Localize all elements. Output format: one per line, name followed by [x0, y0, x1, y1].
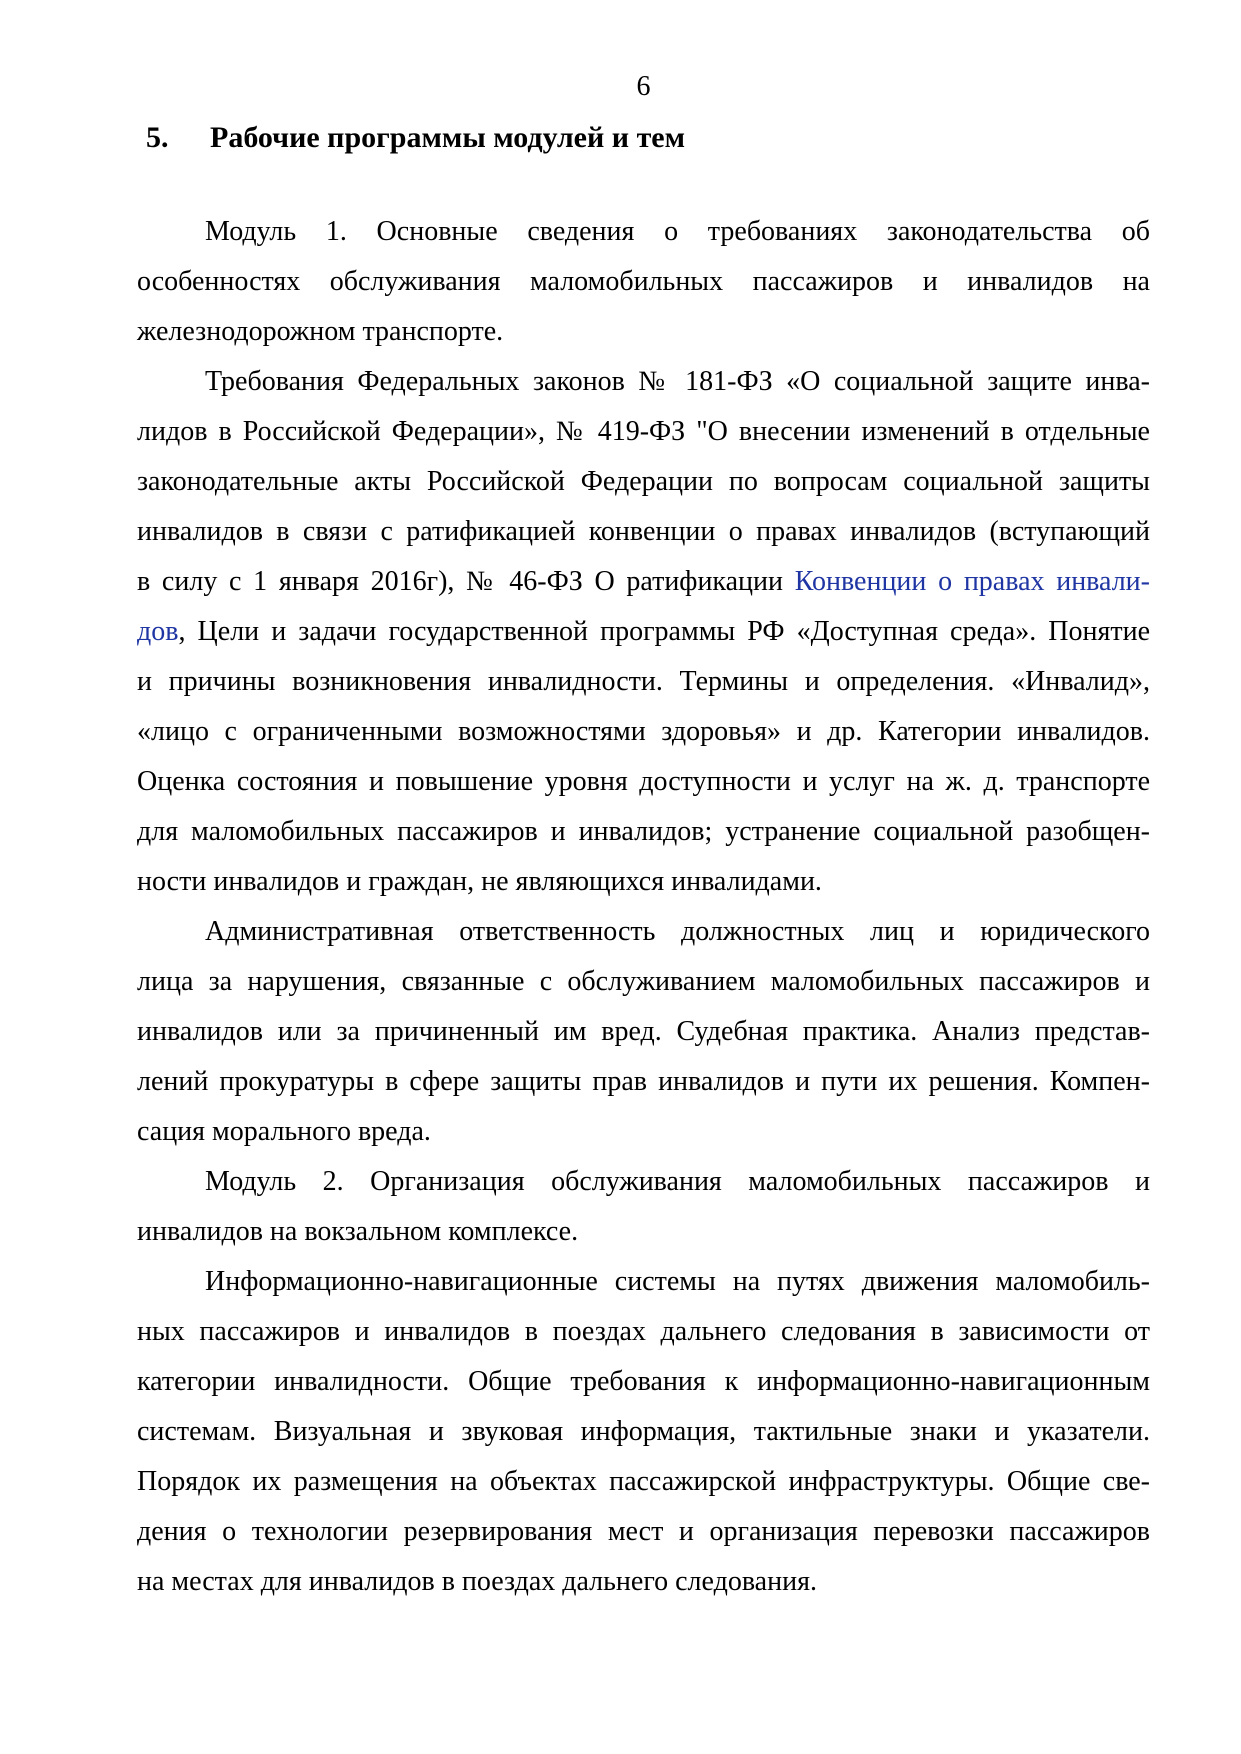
text-line: Информационно-навигационные системы на путях движения маломобиль- [205, 1266, 1150, 1297]
heading-number: 5. [146, 121, 169, 154]
text-line: инвалидов в связи с ратификацией конвенции о правах инвалидов (вступающий [137, 516, 1150, 547]
text-segment: , Цели и задачи государственной программы РФ «Доступная среда». Понятие [178, 616, 1150, 647]
text-line: Модуль 2. Организация обслуживания маломобильных пассажиров и [205, 1166, 1150, 1197]
text-line: Административная ответственность должностных лиц и юридического [205, 916, 1150, 947]
text-line: инвалидов или за причиненный им вред. Судебная практика. Анализ представ- [137, 1016, 1150, 1047]
paragraph-module-2 [137, 1157, 1150, 1257]
text-line: категории инвалидности. Общие требования к информационно-навигационным [137, 1366, 1150, 1397]
text-line [137, 607, 1150, 657]
text-line: лидов в Российской Федерации», № 419-ФЗ "О внесении изменений в отдельные [137, 416, 1150, 447]
text-line: законодательные акты Российской Федерации по вопросам социальной защиты [137, 466, 1150, 497]
text-line: инвалидов на вокзальном комплексе. [137, 1216, 579, 1247]
text-line: ности инвалидов и граждан, не являющихся инвалидами. [137, 866, 822, 897]
text-line: лений прокуратуры в сфере защиты прав инвалидов и пути их решения. Компен- [137, 1066, 1150, 1097]
text-line: сация морального вреда. [137, 1116, 431, 1147]
text-line: Порядок их размещения на объектах пассажирской инфраструктуры. Общие све- [137, 1466, 1150, 1497]
convention-rights-link[interactable]: Конвенции о правах инвали- [794, 566, 1150, 597]
text-line: Требования Федеральных законов № 181-ФЗ «О социальной защите инва- [205, 366, 1150, 397]
text-line: лица за нарушения, связанные с обслуживанием маломобильных пассажиров и [137, 966, 1150, 997]
text-line [137, 557, 1150, 607]
text-line: и причины возникновения инвалидности. Термины и определения. «Инвалид», [137, 666, 1150, 697]
text-line: особенностях обслуживания маломобильных пассажиров и инвалидов на [137, 266, 1150, 297]
text-line: железнодорожном транспорте. [137, 316, 504, 347]
section-heading [146, 118, 1150, 158]
text-line: дения о технологии резервирования мест и организация перевозки пассажиров [137, 1516, 1150, 1547]
text-line: для маломобильных пассажиров и инвалидов; устранение социальной разобщен- [137, 816, 1150, 847]
paragraph-fz-requirements [137, 357, 1150, 907]
paragraph-info-navigation [137, 1257, 1150, 1607]
paragraph-module-1 [137, 207, 1150, 357]
text-segment: в силу с 1 января 2016г), № 46-ФЗ О ратификации [137, 566, 795, 597]
convention-rights-link-continued[interactable]: дов [137, 616, 179, 647]
text-line: ных пассажиров и инвалидов в поездах дальнего следования в зависимости от [137, 1316, 1150, 1347]
text-line: на местах для инвалидов в поездах дальнего следования. [137, 1566, 817, 1597]
page-number: 6 [636, 71, 651, 102]
paragraph-administrative-liability [137, 907, 1150, 1157]
text-line: системам. Визуальная и звуковая информация, тактильные знаки и указатели. [137, 1416, 1150, 1447]
heading-title: Рабочие программы модулей и тем [210, 121, 686, 154]
text-line: Модуль 1. Основные сведения о требованиях законодательства об [205, 216, 1150, 247]
text-line: Оценка состояния и повышение уровня доступности и услуг на ж. д. транспорте [137, 766, 1150, 797]
document-body [137, 207, 1150, 1607]
text-line: «лицо с ограниченными возможностями здоровья» и др. Категории инвалидов. [137, 716, 1150, 747]
